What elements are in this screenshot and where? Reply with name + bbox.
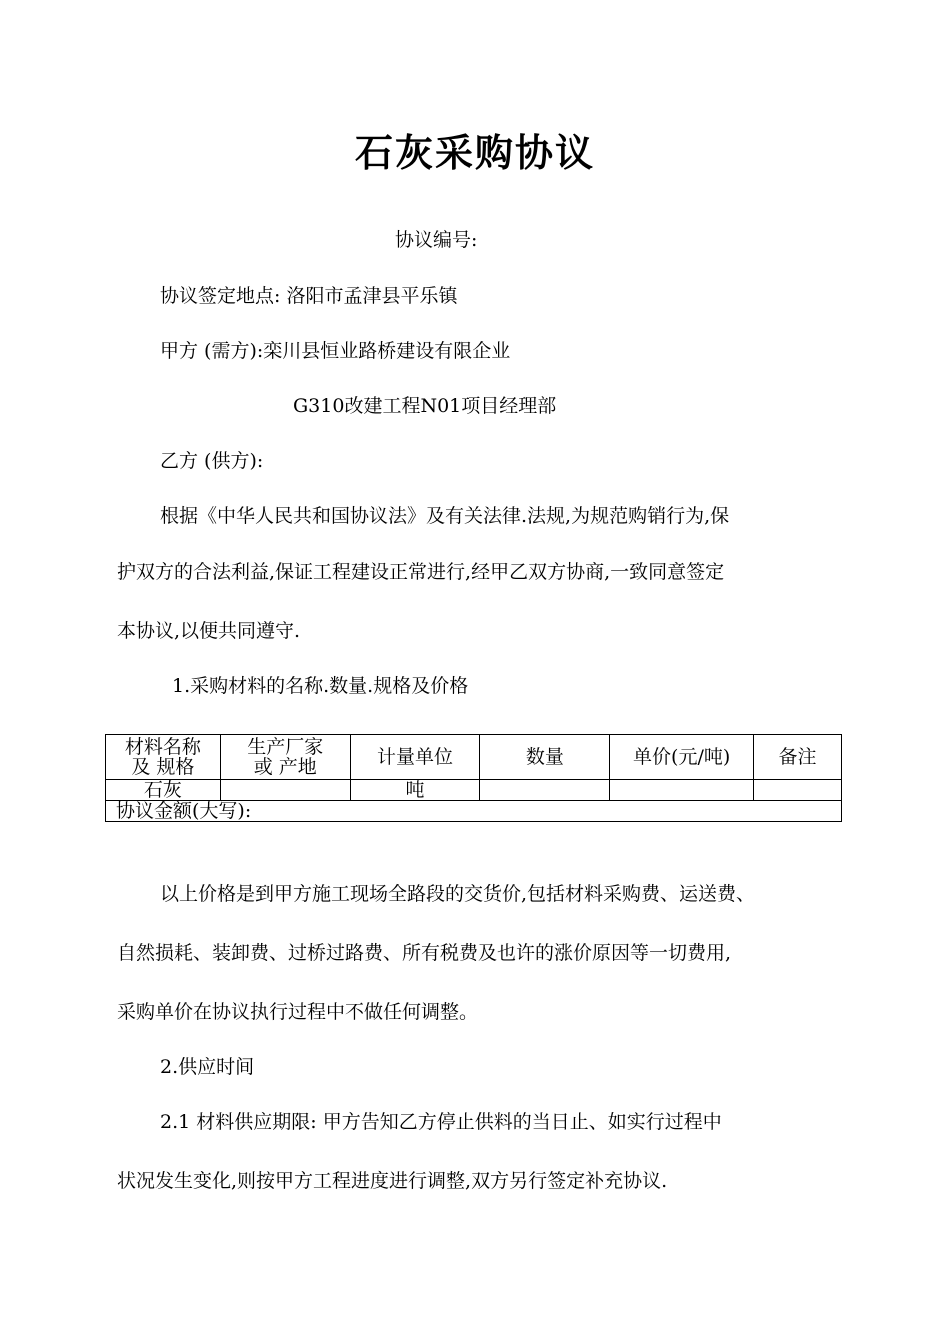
table-header-cell: 单价(元/吨) xyxy=(610,735,754,780)
table-total-row xyxy=(106,801,842,822)
agreement-number-label: 协议编号: xyxy=(395,229,478,251)
section-2-title: 2.供应时间 xyxy=(160,1056,255,1078)
section-2-1-line: 状况发生变化,则按甲方工程进度进行调整,双方另行签定补充协议. xyxy=(117,1170,668,1192)
table-row xyxy=(106,780,842,801)
section-2-1-line: 2.1 材料供应期限: 甲方告知乙方停止供料的当日止、如实行过程中 xyxy=(160,1111,722,1133)
intro-paragraph-line: 护双方的合法利益,保证工程建设正常进行,经甲乙双方协商,一致同意签定 xyxy=(117,561,725,583)
table-cell xyxy=(610,780,754,801)
table-header-cell: 生产厂家 或 产地 xyxy=(220,735,350,780)
contract-amount-label: 协议金额(大写): xyxy=(106,801,842,822)
table-header-cell: 材料名称 及 规格 xyxy=(106,735,221,780)
party-b: 乙方 (供方): xyxy=(160,450,264,472)
materials-table xyxy=(105,734,842,822)
intro-paragraph-line: 本协议,以便共同遵守. xyxy=(117,620,301,642)
table-cell xyxy=(480,780,610,801)
party-a-department: G310改建工程N01项目经理部 xyxy=(293,395,557,417)
table-cell: 吨 xyxy=(350,780,480,801)
party-a: 甲方 (需方):栾川县恒业路桥建设有限企业 xyxy=(160,340,511,362)
price-note-line: 自然损耗、装卸费、过桥过路费、所有税费及也许的涨价原因等一切费用, xyxy=(117,942,732,964)
section-1-title: 1.采购材料的名称.数量.规格及价格 xyxy=(172,675,469,697)
table-header-row xyxy=(106,735,842,780)
table-cell: 石灰 xyxy=(106,780,221,801)
table-header-cell: 数量 xyxy=(480,735,610,780)
table-cell xyxy=(754,780,842,801)
price-note-line: 采购单价在协议执行过程中不做任何调整。 xyxy=(117,1001,479,1023)
table-header-cell: 备注 xyxy=(754,735,842,780)
table-header-cell: 计量单位 xyxy=(350,735,480,780)
price-note-line: 以上价格是到甲方施工现场全路段的交货价,包括材料采购费、运送费、 xyxy=(160,883,756,905)
intro-paragraph-line: 根据《中华人民共和国协议法》及有关法律.法规,为规范购销行为,保 xyxy=(160,505,730,527)
signing-place: 协议签定地点: 洛阳市孟津县平乐镇 xyxy=(160,285,458,307)
table-cell xyxy=(220,780,350,801)
document-title: 石灰采购协议 xyxy=(354,130,595,175)
